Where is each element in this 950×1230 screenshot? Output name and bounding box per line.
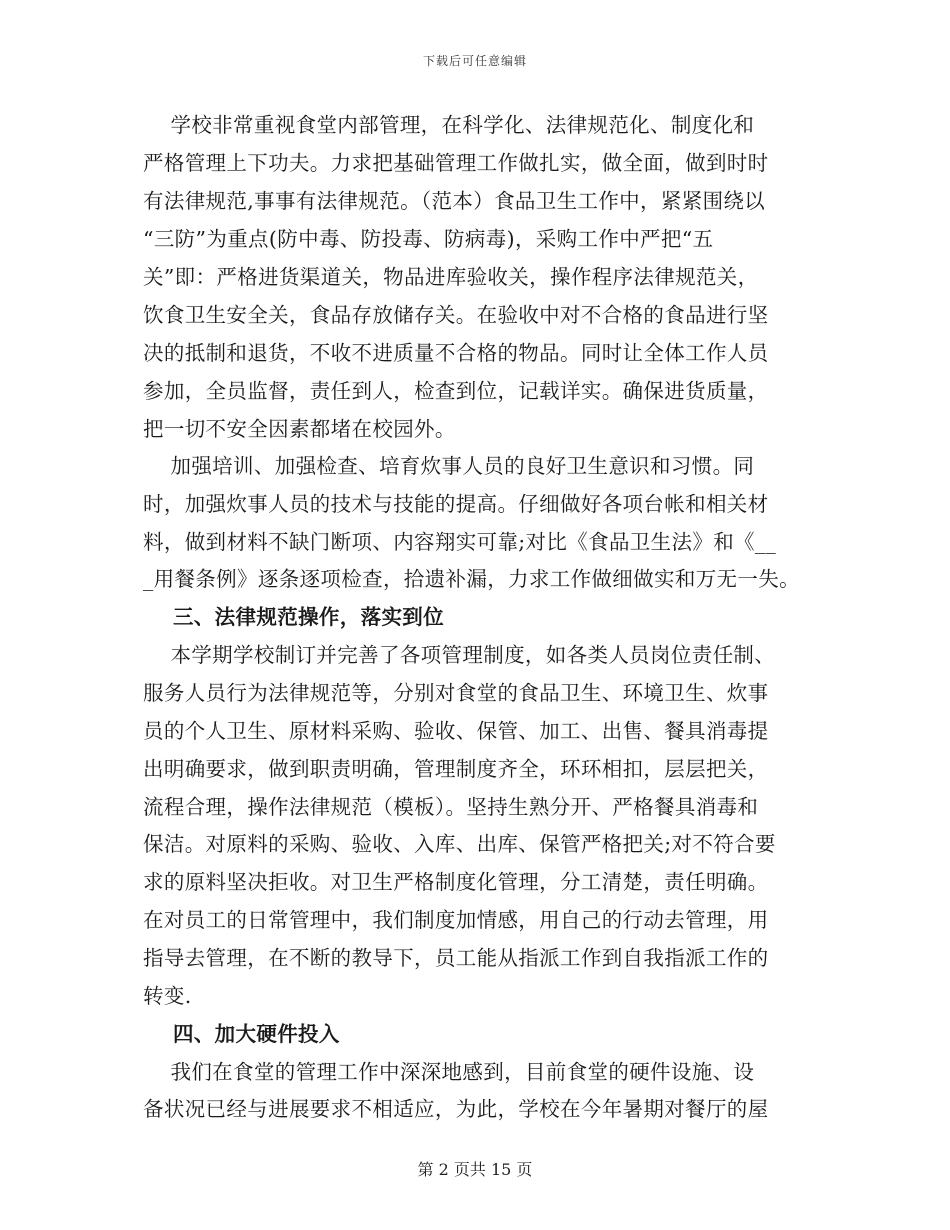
paragraph-line: 备状况已经与进展要求不相适应，为此，学校在今年暑期对餐厅的屋 xyxy=(143,1097,769,1121)
paragraph-line: 饮食卫生安全关，食品存放储存关。在验收中对不合格的食品进行坚 xyxy=(143,303,769,327)
page-header: 下载后可任意编辑 xyxy=(422,54,527,68)
paragraph-line: 参加，全员监督，责任到人，检查到位，记载详实。确保进货质量， xyxy=(143,379,769,403)
paragraph-line: 转变. xyxy=(143,984,192,1008)
paragraph-line: 时，加强炊事人员的技术与技能的提高。仔细做好各项台帐和相关材 xyxy=(143,492,769,516)
paragraph-line: 关”即：严格进货渠道关，物品进库验收关，操作程序法律规范关， xyxy=(143,265,759,289)
paragraph-line: 指导去管理，在不断的教导下，员工能从指派工作到自我指派工作的 xyxy=(143,946,769,970)
paragraph-line: _用餐条例》逐条逐项检查，拾遗补漏，力求工作做细做实和万无一失。 xyxy=(143,567,800,591)
paragraph-line: 严格管理上下功夫。力求把基础管理工作做扎实，做全面，做到时时 xyxy=(143,151,769,175)
paragraph-line: 出明确要求，做到职责明确，管理制度齐全，环环相扣，层层把关， xyxy=(143,757,769,781)
paragraph-line: “三防”为重点(防中毒、防投毒、防病毒)，采购工作中严把“五 xyxy=(143,227,714,251)
paragraph-line: 本学期学校制订并完善了各项管理制度，如各类人员岗位责任制、 xyxy=(143,643,776,667)
paragraph-line: 员的个人卫生、原材料采购、验收、保管、加工、出售、餐具消毒提 xyxy=(143,719,769,743)
paragraph-line: 料，做到材料不缺门断项、内容翔实可靠;对比《食品卫生法》和《__ xyxy=(143,530,777,554)
paragraph-line: 有法律规范,事事有法律规范。（范本）食品卫生工作中，紧紧围绕以 xyxy=(143,189,766,213)
paragraph-line: 学校非常重视食堂内部管理，在科学化、法律规范化、制度化和 xyxy=(143,113,755,137)
section-heading: 四、加大硬件投入 xyxy=(143,1022,340,1046)
section-heading: 三、法律规范操作，落实到位 xyxy=(143,605,444,629)
paragraph-line: 保洁。对原料的采购、验收、入库、出库、保管严格把关;对不符合要 xyxy=(143,832,776,856)
paragraph-line: 加强培训、加强检查、培育炊事人员的良好卫生意识和习惯。同 xyxy=(143,454,755,478)
paragraph-line: 把一切不安全因素都堵在校园外。 xyxy=(143,417,456,441)
paragraph-line: 在对员工的日常管理中，我们制度加情感，用自己的行动去管理，用 xyxy=(143,908,769,932)
page-footer: 第 2 页共 15 页 xyxy=(417,1160,533,1179)
paragraph-line: 服务人员行为法律规范等，分别对食堂的食品卫生、环境卫生、炊事 xyxy=(143,681,769,705)
paragraph-line: 求的原料坚决拒收。对卫生严格制度化管理，分工清楚，责任明确。 xyxy=(143,870,769,894)
paragraph-line: 流程合理，操作法律规范（模板）。坚持生熟分开、严格餐具消毒和 xyxy=(143,795,759,819)
paragraph-line: 我们在食堂的管理工作中深深地感到，目前食堂的硬件设施、设 xyxy=(143,1060,755,1084)
paragraph-line: 决的抵制和退货，不收不进质量不合格的物品。同时让全体工作人员 xyxy=(143,341,769,365)
